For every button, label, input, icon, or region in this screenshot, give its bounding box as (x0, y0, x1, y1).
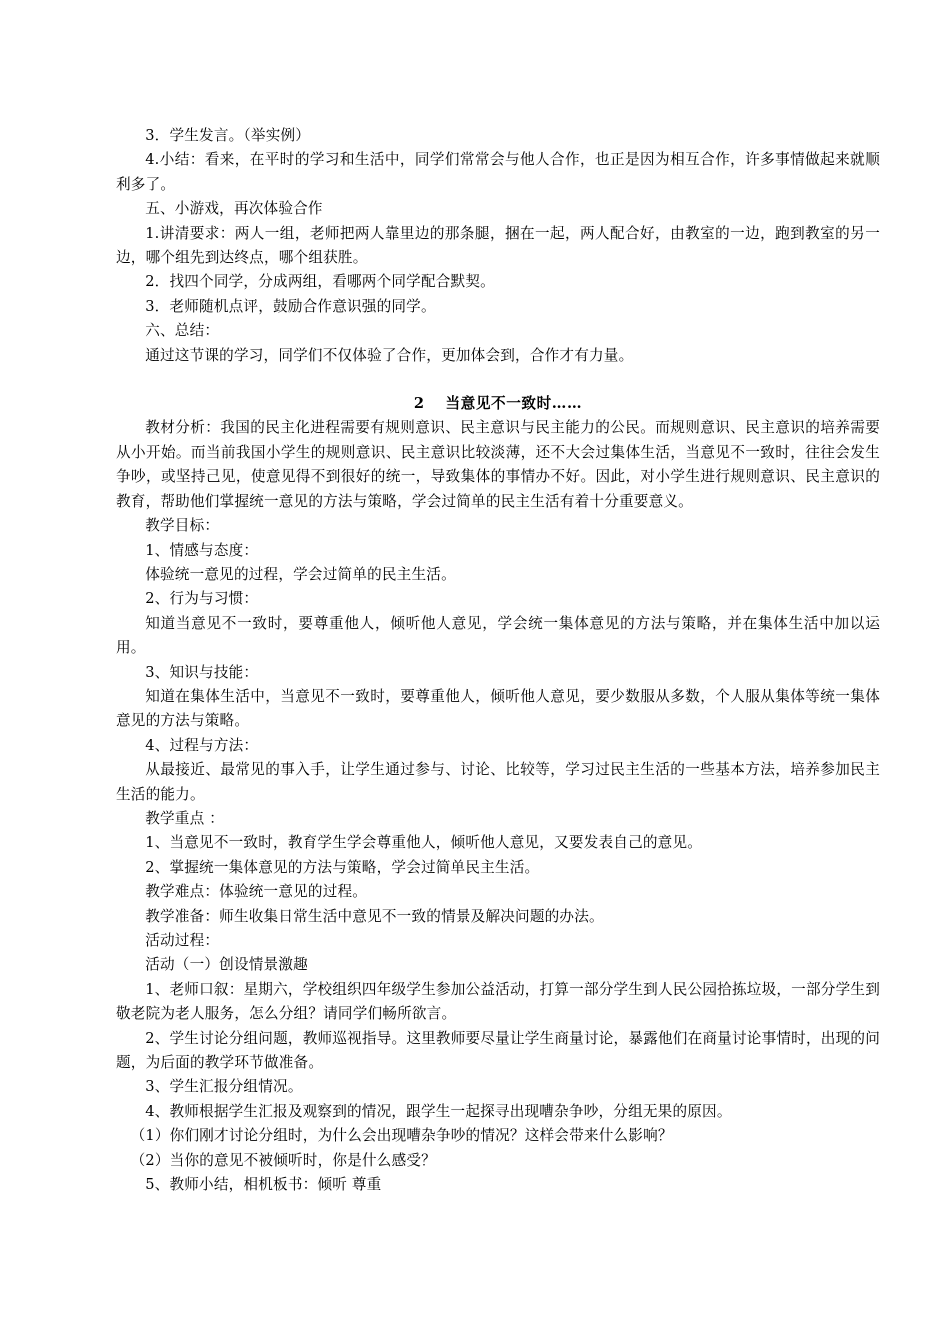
paragraph: 4、教师根据学生汇报及观察到的情况，跟学生一起探寻出现嘈杂争吵，分组无果的原因。 (145, 1102, 732, 1120)
paragraph: 知道在集体生活中，当意见不一致时，要尊重他人，倾听他人意见，要少数服从多数，个人服从集体等统一集体意见的方法与策略。 (116, 687, 880, 730)
paragraph: 3、学生汇报分组情况。 (145, 1078, 303, 1096)
paragraph: 1、老师口叙：星期六，学校组织四年级学生参加公益活动，打算一部分学生到人民公园拾拣垃圾，一部分学生到敬老院为老人服务，怎么分组？请同学们畅所欲言。 (116, 980, 880, 1023)
section-heading: 五、小游戏，再次体验合作 (145, 200, 323, 218)
paragraph: 1、情感与态度： (145, 541, 259, 559)
paragraph: 2、学生讨论分组问题，教师巡视指导。这里教师要尽量让学生商量讨论，暴露他们在商量讨论事情时，出现的问题，为后面的教学环节做准备。 (116, 1029, 880, 1072)
section-heading: 六、总结： (145, 322, 220, 340)
paragraph: 教学目标： (145, 517, 220, 535)
paragraph: 2、掌握统一集体意见的方法与策略，学会过简单民主生活。 (145, 858, 540, 876)
paragraph: 4.小结：看来，在平时的学习和生活中，同学们常常会与他人合作，也正是因为相互合作，许多事情做起来就顺利多了。 (116, 151, 880, 193)
paragraph: 3、知识与技能： (145, 663, 259, 681)
paragraph: 通过这节课的学习，同学们不仅体验了合作，更加体会到，合作才有力量。 (145, 346, 634, 364)
paragraph: 4、过程与方法： (145, 736, 259, 754)
paragraph: 活动（一）创设情景激趣 (145, 956, 308, 974)
paragraph: （2）当你的意见不被倾听时，你是什么感受？ (130, 1151, 436, 1169)
paragraph: 知道当意见不一致时，要尊重他人，倾听他人意见，学会统一集体意见的方法与策略，并在集体生活中加以运用。 (116, 614, 880, 657)
lesson-title: 2 当意见不一致时…… (413, 395, 583, 413)
paragraph: 从最接近、最常见的事入手，让学生通过参与、讨论、比较等，学习过民主生活的一些基本方法，培养参加民主生活的能力。 (116, 761, 880, 803)
paragraph: 1.讲清要求：两人一组，老师把两人靠里边的那条腿，捆在一起，两人配合好，由教室的一边，跑到教室的另一边，哪个组先到达终点，哪个组获胜。 (116, 224, 880, 267)
paragraph: （1）你们刚才讨论分组时，为什么会出现嘈杂争吵的情况？这样会带来什么影响？ (130, 1127, 673, 1145)
paragraph: 教材分析：我国的民主化进程需要有规则意识、民主意识与民主能力的公民。而规则意识、民主意识的培养需要从小开始。而当前我国小学生的规则意识、民主意识比较淡薄，还不大会过集体生活，当意见不一致时，往往会发生争吵，或坚持己见，使意见得不到很好的统一，导致集体的事情办不好。因此，对小学生进行规则意识、民主意识的教育，帮助他们掌握统一意见的方法与策略，学会过简单的民主生活有着十分重要意义。 (116, 419, 880, 510)
paragraph: 活动过程： (145, 932, 220, 949)
paragraph: 体验统一意见的过程，学会过简单的民主生活。 (145, 565, 456, 583)
paragraph: 1、当意见不一致时，教育学生学会尊重他人，倾听他人意见，又要发表自己的意见。 (145, 834, 703, 852)
paragraph: 教学重点 ： (145, 809, 224, 827)
paragraph: 教学难点：体验统一意见的过程。 (145, 883, 368, 901)
paragraph: 2．找四个同学，分成两组，看哪两个同学配合默契。 (145, 273, 495, 291)
paragraph: 5、教师小结，相机板书：倾听 尊重 (145, 1176, 382, 1194)
paragraph: 3．学生发言。（举实例） (145, 127, 311, 144)
document-page (116, 124, 880, 1197)
paragraph: 2、行为与习惯： (145, 590, 259, 608)
paragraph: 3．老师随机点评，鼓励合作意识强的同学。 (145, 297, 436, 315)
paragraph: 教学准备：师生收集日常生活中意见不一致的情景及解决问题的办法。 (145, 907, 604, 925)
